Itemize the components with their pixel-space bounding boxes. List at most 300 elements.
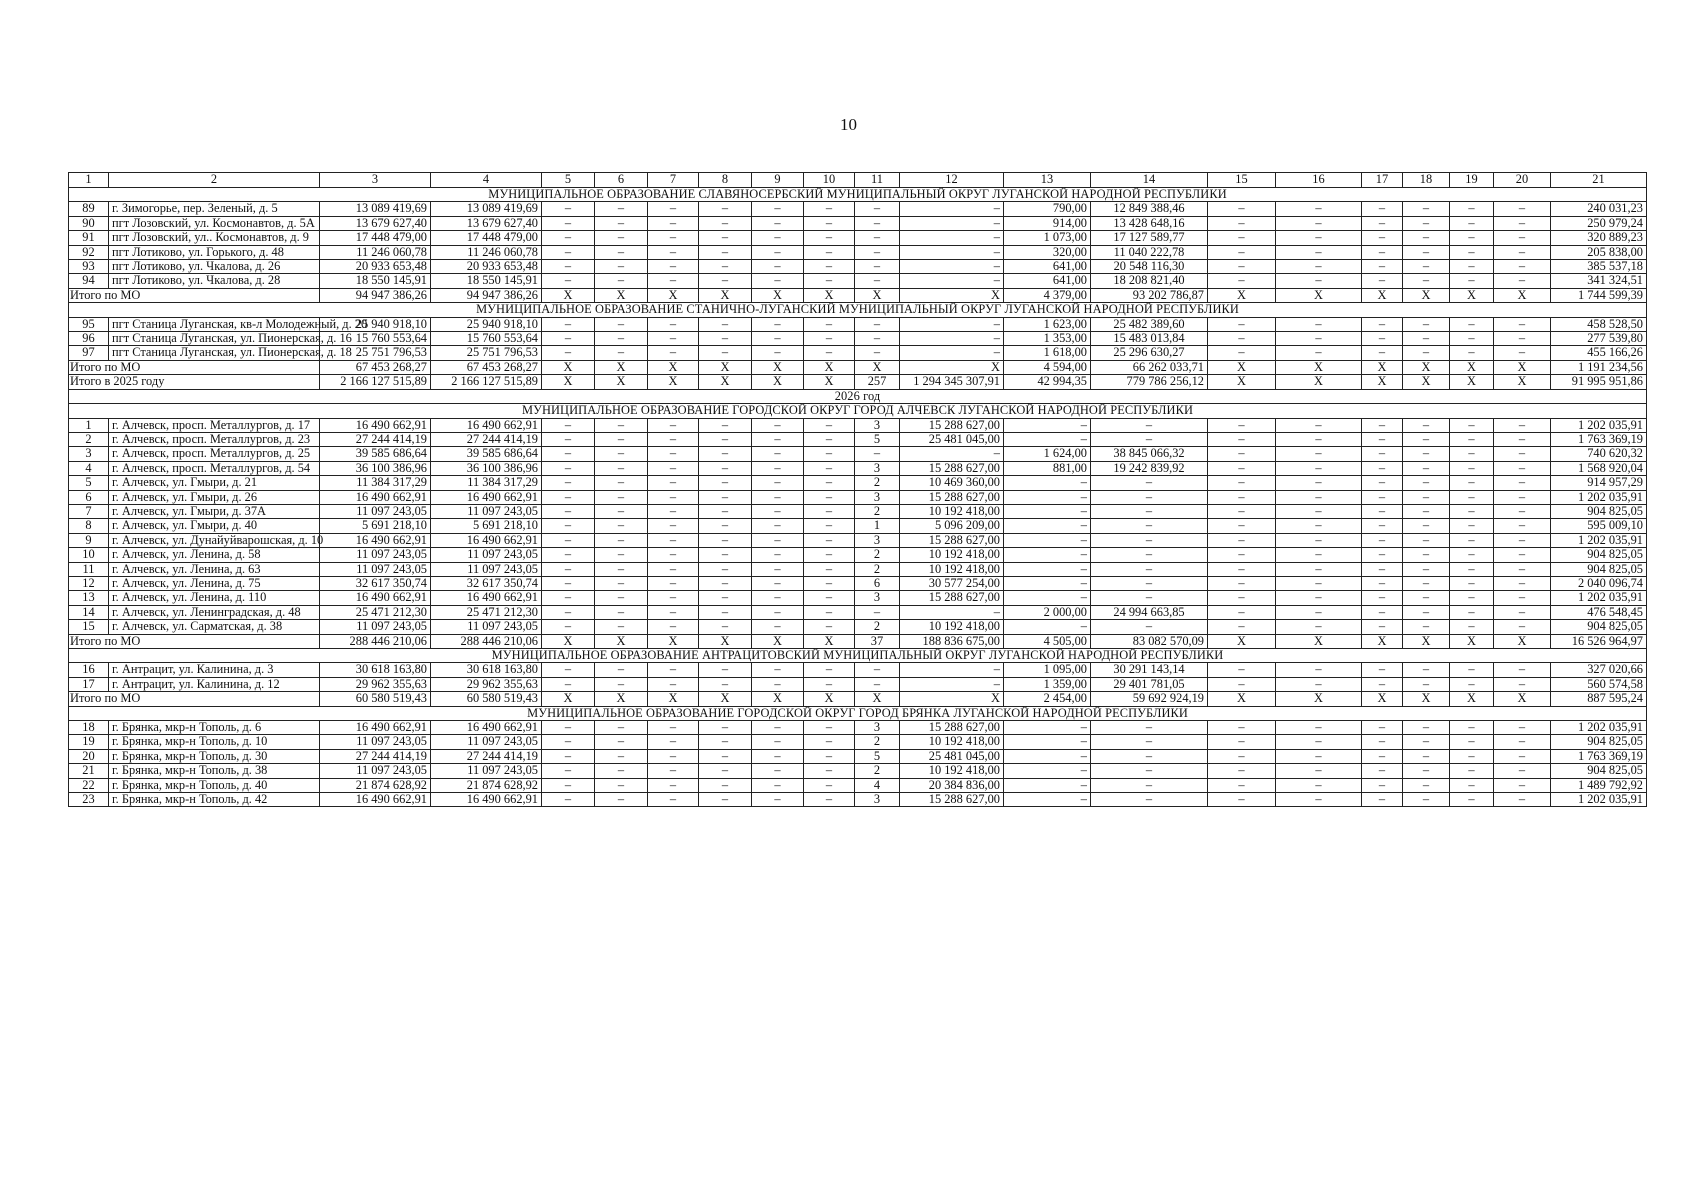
table-row [69,317,1647,331]
cell-col-3: 11 246 060,78 [320,245,431,259]
cell-col-16: – [1276,202,1362,216]
cell-col-21: 385 537,18 [1551,260,1647,274]
cell-col-7: – [648,749,699,763]
cell-col-19: – [1450,677,1494,691]
cell-col-20: – [1494,231,1551,245]
cell-col-14: – [1091,576,1208,590]
cell-col-17: – [1362,562,1403,576]
total-cell-col-17: X [1362,288,1403,302]
cell-col-6: – [595,663,648,677]
cell-col-19: – [1450,605,1494,619]
cell-col-14: – [1091,490,1208,504]
cell-col-13: – [1004,721,1091,735]
cell-col-12: 10 192 418,00 [900,504,1004,518]
cell-col-11: 3 [855,461,900,475]
section-title: МУНИЦИПАЛЬНОЕ ОБРАЗОВАНИЕ АНТРАЦИТОВСКИЙ МУНИЦИПАЛЬНЫЙ ОКРУГ ЛУГАНСКОЙ НАРОДНОЙ РЕСПУБЛИКИ [69,649,1647,663]
cell-col-11: 2 [855,476,900,490]
cell-col-15: – [1208,432,1276,446]
row-number: 92 [69,245,109,259]
cell-col-17: – [1362,778,1403,792]
cell-col-14: 11 040 222,78 [1091,245,1208,259]
cell-col-5: – [542,317,595,331]
cell-col-12: – [900,346,1004,360]
total-cell-col-21: 1 744 599,39 [1551,288,1647,302]
cell-col-15: – [1208,764,1276,778]
cell-col-3: 16 490 662,91 [320,591,431,605]
cell-col-14: – [1091,793,1208,807]
cell-col-20: – [1494,332,1551,346]
cell-col-8: – [699,749,752,763]
cell-col-11: 3 [855,418,900,432]
cell-col-10: – [804,504,855,518]
cell-col-20: – [1494,548,1551,562]
cell-col-10: – [804,591,855,605]
total-cell-col-19: X [1450,692,1494,706]
cell-col-6: – [595,793,648,807]
total-cell-col-3: 288 446 210,06 [320,634,431,648]
row-number: 94 [69,274,109,288]
cell-col-7: – [648,533,699,547]
cell-col-3: 27 244 414,19 [320,432,431,446]
cell-col-11: – [855,605,900,619]
cell-col-9: – [752,274,804,288]
total-cell-col-9: X [752,288,804,302]
cell-col-18: – [1403,346,1450,360]
cell-col-18: – [1403,504,1450,518]
cell-col-15: – [1208,231,1276,245]
cell-col-19: – [1450,504,1494,518]
cell-col-8: – [699,260,752,274]
cell-col-17: – [1362,749,1403,763]
row-number: 1 [69,418,109,432]
cell-col-15: – [1208,793,1276,807]
cell-col-14: – [1091,519,1208,533]
cell-col-5: – [542,749,595,763]
cell-col-21: 1 568 920,04 [1551,461,1647,475]
cell-col-19: – [1450,548,1494,562]
cell-col-3: 17 448 479,00 [320,231,431,245]
cell-col-5: – [542,519,595,533]
cell-col-20: – [1494,764,1551,778]
section-title: МУНИЦИПАЛЬНОЕ ОБРАЗОВАНИЕ ГОРОДСКОЙ ОКРУГ ГОРОД АЛЧЕВСК ЛУГАНСКОЙ НАРОДНОЙ РЕСПУБЛИКИ [69,404,1647,418]
address-cell: г. Брянка, мкр-н Тополь, д. 10 [109,735,320,749]
cell-col-12: 10 469 360,00 [900,476,1004,490]
total-cell-col-20: X [1494,375,1551,389]
cell-col-14: – [1091,591,1208,605]
cell-col-12: 15 288 627,00 [900,418,1004,432]
cell-col-3: 25 471 212,30 [320,605,431,619]
cell-col-10: – [804,533,855,547]
cell-col-21: 2 040 096,74 [1551,576,1647,590]
table-row [69,504,1647,518]
cell-col-13: – [1004,418,1091,432]
cell-col-10: – [804,231,855,245]
total-cell-col-4: 288 446 210,06 [431,634,542,648]
cell-col-20: – [1494,591,1551,605]
cell-col-15: – [1208,274,1276,288]
cell-col-15: – [1208,605,1276,619]
cell-col-13: 914,00 [1004,216,1091,230]
cell-col-19: – [1450,591,1494,605]
row-number: 14 [69,605,109,619]
cell-col-18: – [1403,548,1450,562]
cell-col-20: – [1494,274,1551,288]
cell-col-4: 16 490 662,91 [431,418,542,432]
total-row [69,288,1647,302]
cell-col-5: – [542,562,595,576]
column-number-13: 13 [1004,173,1091,188]
cell-col-14: 17 127 589,77 [1091,231,1208,245]
cell-col-10: – [804,260,855,274]
cell-col-7: – [648,562,699,576]
cell-col-3: 30 618 163,80 [320,663,431,677]
cell-col-10: – [804,476,855,490]
cell-col-4: 16 490 662,91 [431,591,542,605]
cell-col-3: 11 384 317,29 [320,476,431,490]
address-cell: г. Антрацит, ул. Калинина, д. 3 [109,663,320,677]
cell-col-19: – [1450,332,1494,346]
address-cell: пгт Лотиково, ул. Чкалова, д. 26 [109,260,320,274]
section-header-row [69,404,1647,418]
cell-col-7: – [648,778,699,792]
total-cell-col-4: 67 453 268,27 [431,360,542,374]
cell-col-9: – [752,533,804,547]
cell-col-9: – [752,346,804,360]
cell-col-18: – [1403,432,1450,446]
cell-col-13: – [1004,519,1091,533]
row-number: 10 [69,548,109,562]
cell-col-13: 1 623,00 [1004,317,1091,331]
cell-col-14: 38 845 066,32 [1091,447,1208,461]
cell-col-15: – [1208,260,1276,274]
cell-col-15: – [1208,461,1276,475]
cell-col-6: – [595,562,648,576]
cell-col-12: 15 288 627,00 [900,591,1004,605]
table-row [69,562,1647,576]
cell-col-5: – [542,548,595,562]
cell-col-19: – [1450,764,1494,778]
address-cell: г. Алчевск, ул. Гмыри, д. 26 [109,490,320,504]
cell-col-4: 21 874 628,92 [431,778,542,792]
cell-col-12: – [900,317,1004,331]
cell-col-9: – [752,620,804,634]
cell-col-7: – [648,461,699,475]
cell-col-3: 16 490 662,91 [320,721,431,735]
total-cell-col-5: X [542,360,595,374]
total-cell-col-3: 2 166 127 515,89 [320,375,431,389]
row-number: 19 [69,735,109,749]
table-row [69,346,1647,360]
cell-col-17: – [1362,735,1403,749]
cell-col-3: 11 097 243,05 [320,548,431,562]
cell-col-20: – [1494,346,1551,360]
total-cell-col-11: X [855,288,900,302]
total-cell-col-16: X [1276,692,1362,706]
cell-col-19: – [1450,260,1494,274]
cell-col-15: – [1208,576,1276,590]
cell-col-11: 2 [855,764,900,778]
cell-col-14: – [1091,533,1208,547]
cell-col-17: – [1362,274,1403,288]
cell-col-13: 641,00 [1004,260,1091,274]
cell-col-10: – [804,677,855,691]
cell-col-5: – [542,447,595,461]
cell-col-9: – [752,461,804,475]
cell-col-19: – [1450,778,1494,792]
total-cell-col-17: X [1362,634,1403,648]
cell-col-11: 2 [855,504,900,518]
cell-col-15: – [1208,447,1276,461]
cell-col-19: – [1450,519,1494,533]
total-cell-col-8: X [699,692,752,706]
cell-col-5: – [542,533,595,547]
cell-col-3: 11 097 243,05 [320,764,431,778]
total-cell-col-9: X [752,375,804,389]
cell-col-5: – [542,735,595,749]
cell-col-12: – [900,447,1004,461]
cell-col-6: – [595,519,648,533]
total-cell-col-8: X [699,634,752,648]
cell-col-20: – [1494,749,1551,763]
cell-col-14: – [1091,548,1208,562]
cell-col-15: – [1208,533,1276,547]
total-cell-col-3: 60 580 519,43 [320,692,431,706]
cell-col-5: – [542,677,595,691]
cell-col-8: – [699,778,752,792]
cell-col-9: – [752,548,804,562]
table-row [69,605,1647,619]
cell-col-19: – [1450,562,1494,576]
total-cell-col-18: X [1403,375,1450,389]
cell-col-9: – [752,490,804,504]
cell-col-16: – [1276,346,1362,360]
cell-col-11: – [855,677,900,691]
total-cell-col-5: X [542,634,595,648]
total-cell-col-8: X [699,288,752,302]
cell-col-9: – [752,749,804,763]
cell-col-9: – [752,418,804,432]
cell-col-16: – [1276,533,1362,547]
cell-col-21: 904 825,05 [1551,620,1647,634]
cell-col-8: – [699,620,752,634]
cell-col-3: 27 244 414,19 [320,749,431,763]
cell-col-9: – [752,216,804,230]
cell-col-21: 560 574,58 [1551,677,1647,691]
cell-col-6: – [595,605,648,619]
cell-col-3: 16 490 662,91 [320,533,431,547]
cell-col-16: – [1276,605,1362,619]
cell-col-18: – [1403,533,1450,547]
address-cell: г. Брянка, мкр-н Тополь, д. 30 [109,749,320,763]
total-cell-col-14: 66 262 033,71 [1091,360,1208,374]
cell-col-11: 2 [855,735,900,749]
cell-col-20: – [1494,778,1551,792]
cell-col-6: – [595,533,648,547]
total-cell-col-13: 4 505,00 [1004,634,1091,648]
cell-col-4: 16 490 662,91 [431,490,542,504]
cell-col-11: – [855,202,900,216]
cell-col-10: – [804,447,855,461]
cell-col-3: 15 760 553,64 [320,332,431,346]
cell-col-14: 29 401 781,05 [1091,677,1208,691]
cell-col-15: – [1208,332,1276,346]
cell-col-8: – [699,677,752,691]
cell-col-16: – [1276,476,1362,490]
cell-col-10: – [804,721,855,735]
cell-col-10: – [804,548,855,562]
total-cell-col-19: X [1450,288,1494,302]
cell-col-12: 25 481 045,00 [900,749,1004,763]
cell-col-13: – [1004,591,1091,605]
cell-col-8: – [699,447,752,461]
cell-col-7: – [648,605,699,619]
cell-col-11: – [855,274,900,288]
cell-col-12: – [900,231,1004,245]
cell-col-12: – [900,245,1004,259]
cell-col-21: 476 548,45 [1551,605,1647,619]
cell-col-18: – [1403,274,1450,288]
cell-col-21: 341 324,51 [1551,274,1647,288]
row-number: 3 [69,447,109,461]
cell-col-6: – [595,216,648,230]
cell-col-5: – [542,576,595,590]
total-cell-col-11: X [855,692,900,706]
cell-col-20: – [1494,562,1551,576]
cell-col-13: – [1004,562,1091,576]
cell-col-11: – [855,317,900,331]
cell-col-16: – [1276,620,1362,634]
column-number-16: 16 [1276,173,1362,188]
cell-col-19: – [1450,735,1494,749]
cell-col-15: – [1208,663,1276,677]
cell-col-14: – [1091,418,1208,432]
cell-col-16: – [1276,461,1362,475]
cell-col-4: 11 097 243,05 [431,548,542,562]
total-cell-col-7: X [648,288,699,302]
total-cell-col-18: X [1403,692,1450,706]
total-cell-col-9: X [752,692,804,706]
address-cell: пгт Станица Луганская, кв-л Молодежный, д. 20 [109,317,320,331]
total-label: Итого по МО [69,288,320,302]
total-cell-col-12: 188 836 675,00 [900,634,1004,648]
cell-col-8: – [699,216,752,230]
cell-col-21: 1 202 035,91 [1551,490,1647,504]
cell-col-6: – [595,764,648,778]
cell-col-20: – [1494,432,1551,446]
row-number: 7 [69,504,109,518]
total-cell-col-6: X [595,375,648,389]
cell-col-5: – [542,216,595,230]
cell-col-6: – [595,721,648,735]
cell-col-13: – [1004,620,1091,634]
cell-col-5: – [542,202,595,216]
cell-col-4: 16 490 662,91 [431,721,542,735]
cell-col-4: 11 384 317,29 [431,476,542,490]
cell-col-8: – [699,576,752,590]
cell-col-10: – [804,605,855,619]
cell-col-16: – [1276,591,1362,605]
cell-col-5: – [542,490,595,504]
cell-col-11: 3 [855,490,900,504]
total-cell-col-7: X [648,375,699,389]
cell-col-10: – [804,793,855,807]
cell-col-7: – [648,202,699,216]
table-row [69,620,1647,634]
column-number-11: 11 [855,173,900,188]
cell-col-11: – [855,245,900,259]
total-cell-col-4: 94 947 386,26 [431,288,542,302]
cell-col-7: – [648,274,699,288]
cell-col-8: – [699,533,752,547]
cell-col-16: – [1276,721,1362,735]
cell-col-15: – [1208,317,1276,331]
cell-col-21: 1 202 035,91 [1551,418,1647,432]
cell-col-16: – [1276,793,1362,807]
cell-col-14: – [1091,721,1208,735]
total-cell-col-20: X [1494,634,1551,648]
cell-col-5: – [542,476,595,490]
cell-col-14: – [1091,620,1208,634]
cell-col-15: – [1208,778,1276,792]
column-number-10: 10 [804,173,855,188]
cell-col-5: – [542,663,595,677]
cell-col-11: – [855,260,900,274]
cell-col-6: – [595,274,648,288]
cell-col-18: – [1403,202,1450,216]
total-cell-col-3: 67 453 268,27 [320,360,431,374]
total-cell-col-20: X [1494,288,1551,302]
cell-col-9: – [752,576,804,590]
total-cell-col-14: 83 082 570,09 [1091,634,1208,648]
cell-col-13: 1 618,00 [1004,346,1091,360]
cell-col-7: – [648,418,699,432]
cell-col-10: – [804,749,855,763]
total-cell-col-6: X [595,634,648,648]
cell-col-16: – [1276,418,1362,432]
cell-col-16: – [1276,231,1362,245]
cell-col-12: 20 384 836,00 [900,778,1004,792]
page-number: 10 [840,115,857,134]
cell-col-8: – [699,476,752,490]
cell-col-21: 1 202 035,91 [1551,721,1647,735]
cell-col-18: – [1403,317,1450,331]
cell-col-8: – [699,562,752,576]
column-number-4: 4 [431,173,542,188]
cell-col-20: – [1494,605,1551,619]
cell-col-18: – [1403,677,1450,691]
cell-col-6: – [595,447,648,461]
column-number-12: 12 [900,173,1004,188]
cell-col-18: – [1403,749,1450,763]
cell-col-10: – [804,519,855,533]
table-row [69,548,1647,562]
section-header-row [69,188,1647,202]
cell-col-5: – [542,274,595,288]
cell-col-21: 1 202 035,91 [1551,793,1647,807]
cell-col-17: – [1362,216,1403,230]
cell-col-19: – [1450,216,1494,230]
cell-col-13: – [1004,504,1091,518]
cell-col-18: – [1403,447,1450,461]
cell-col-21: 1 763 369,19 [1551,749,1647,763]
table-row [69,260,1647,274]
table-row [69,749,1647,763]
cell-col-21: 904 825,05 [1551,562,1647,576]
cell-col-5: – [542,605,595,619]
total-cell-col-12: 1 294 345 307,91 [900,375,1004,389]
cell-col-18: – [1403,519,1450,533]
cell-col-6: – [595,735,648,749]
